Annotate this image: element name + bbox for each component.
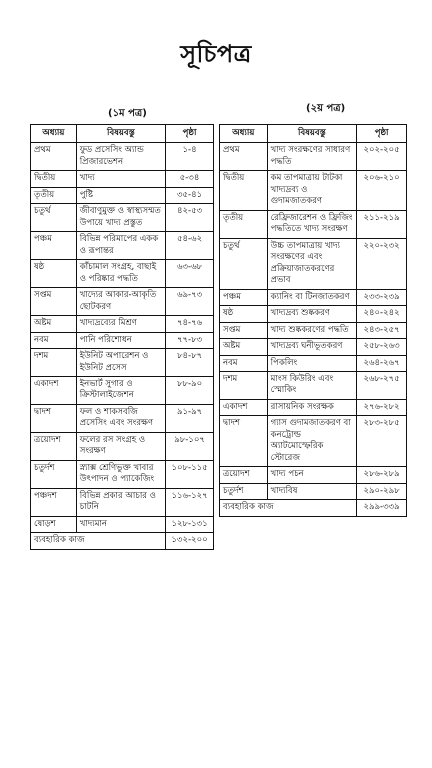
pages-cell: ৮৪-৮৭ <box>166 349 214 377</box>
pages-cell: ২৫৮-২৬৩ <box>357 339 407 355</box>
table-header-row <box>220 125 407 143</box>
chapter-cell: দ্বিতীয় <box>220 171 268 210</box>
header-chapter: অধ্যায় <box>31 125 77 143</box>
practical-label: ব্যবহারিক কাজ <box>220 500 357 516</box>
practical-row <box>220 500 407 516</box>
table-row <box>220 306 407 322</box>
table-row <box>220 339 407 355</box>
table-row <box>31 204 214 232</box>
table-row <box>31 332 214 348</box>
practical-pages: ২৯৯-৩৩৯ <box>357 500 407 516</box>
chapter-cell: প্রথম <box>220 143 268 171</box>
chapter-cell: নবম <box>220 355 268 371</box>
topic-cell: ফলের রস সংগ্রহ ও সংরক্ষণ <box>76 432 165 460</box>
topic-cell: কম তাপমাত্রায় টাটকা খাদ্যদ্রব্য ও গুদামজাতকরণ <box>267 171 357 210</box>
chapter-cell: নবম <box>31 332 77 348</box>
chapter-cell: একাদশ <box>220 399 268 415</box>
practical-row <box>31 533 214 549</box>
table-row <box>31 260 214 288</box>
chapter-cell: সপ্তম <box>31 288 77 316</box>
toc-table-part2 <box>219 124 407 517</box>
table-header-row <box>31 125 214 143</box>
table-row <box>31 488 214 516</box>
pages-cell: ১১৬-১২৭ <box>166 488 214 516</box>
chapter-cell: দ্বিতীয় <box>31 171 77 187</box>
topic-cell: পুষ্টি <box>76 187 165 203</box>
topic-cell: ফল ও শাকসবজি প্রসেসিং এবং সংরক্ষণ <box>76 404 165 432</box>
pages-cell: ২৩৩-২৩৯ <box>357 289 407 305</box>
table-row <box>31 187 214 203</box>
pages-cell: ২৮৬-২৮৯ <box>357 467 407 483</box>
pages-cell: ৩৫-৪১ <box>166 187 214 203</box>
chapter-cell: চতুর্দশ <box>220 483 268 499</box>
header-topic: বিষয়বস্তু <box>76 125 165 143</box>
pages-cell: ৫-৩৪ <box>166 171 214 187</box>
table-row <box>220 143 407 171</box>
chapter-cell: প্রথম <box>31 143 77 171</box>
part1-label: (১ম পত্র) <box>108 108 147 119</box>
table-row <box>220 416 407 467</box>
topic-cell: বিভিন্ন প্রকার আচার ও চাটনি <box>76 488 165 516</box>
chapter-cell: একাদশ <box>31 376 77 404</box>
chapter-cell: ষোড়শ <box>31 516 77 532</box>
topic-cell: জীবাণুমুক্ত ও স্বাস্থ্যসম্মত উপায়ে খাদ্য প্রস্তুত <box>76 204 165 232</box>
header-chapter: অধ্যায় <box>220 125 268 143</box>
pages-cell: ৭৭-৮৩ <box>166 332 214 348</box>
topic-cell: খাদ্য সংরক্ষণের সাধারণ পদ্ধতি <box>267 143 357 171</box>
topic-cell: স্ন্যাক্স শ্রেণিভুক্ত খাবার উৎপাদন ও প্যাকেজিং <box>76 460 165 488</box>
table-row <box>220 355 407 371</box>
pages-cell: ১০৮-১১৫ <box>166 460 214 488</box>
chapter-cell: তৃতীয় <box>220 210 268 238</box>
topic-cell: মাংস কিউরিং এবং স্মোকিং <box>267 371 357 399</box>
part2-label: (২য় পত্র) <box>306 103 346 114</box>
practical-pages: ১৩২-২০০ <box>166 533 214 549</box>
table-row <box>220 483 407 499</box>
table-row <box>220 322 407 338</box>
pages-cell: ৯১-৯৭ <box>166 404 214 432</box>
table-row <box>31 460 214 488</box>
pages-cell: ৬৯-৭৩ <box>166 288 214 316</box>
table-row <box>31 376 214 404</box>
table-row <box>31 316 214 332</box>
topic-cell: উচ্চ তাপমাত্রায় খাদ্য সংরক্ষণের এবং প্রক্রিয়াজাতকরণের প্রভাব <box>267 238 357 289</box>
chapter-cell: দ্বাদশ <box>31 404 77 432</box>
chapter-cell: পঞ্চম <box>220 289 268 305</box>
pages-cell: ২৪৩-২৫৭ <box>357 322 407 338</box>
topic-cell: খাদ্য পচন <box>267 467 357 483</box>
pages-cell: ২০২-২০৫ <box>357 143 407 171</box>
topic-cell: খাদ্য <box>76 171 165 187</box>
pages-cell: ২৮৩-২৮৫ <box>357 416 407 467</box>
table-row <box>31 432 214 460</box>
topic-cell: কাঁচামাল সংগ্রহ, বাছাই ও পরিষ্কার পদ্ধতি <box>76 260 165 288</box>
chapter-cell: পঞ্চম <box>31 232 77 260</box>
pages-cell: ২১১-২১৯ <box>357 210 407 238</box>
chapter-cell: চতুর্দশ <box>31 460 77 488</box>
table-row <box>220 371 407 399</box>
pages-cell: ৯৮-১০৭ <box>166 432 214 460</box>
chapter-cell: ত্রয়োদশ <box>220 467 268 483</box>
table-row <box>220 210 407 238</box>
page-title: সূচিপত্র <box>180 40 252 68</box>
table-row <box>31 516 214 532</box>
topic-cell: ফুড প্রসেসিং অ্যান্ড প্রিজারভেশন <box>76 143 165 171</box>
pages-cell: ৪২-৫৩ <box>166 204 214 232</box>
pages-cell: ২৭৬-২৮২ <box>357 399 407 415</box>
topic-cell: বিভিন্ন পরিমাপের একক ও রূপান্তর <box>76 232 165 260</box>
table-row <box>220 171 407 210</box>
topic-cell: খাদ্যের আকার-আকৃতি ছোটকরণ <box>76 288 165 316</box>
topic-cell: ক্যানিং বা টিনজাতকরণ <box>267 289 357 305</box>
chapter-cell: দশম <box>31 349 77 377</box>
pages-cell: ২৪০-২৪২ <box>357 306 407 322</box>
chapter-cell: চতুর্থ <box>31 204 77 232</box>
chapter-cell: সপ্তম <box>220 322 268 338</box>
chapter-cell: ত্রয়োদশ <box>31 432 77 460</box>
chapter-cell: চতুর্থ <box>220 238 268 289</box>
pages-cell: ৫৪-৬২ <box>166 232 214 260</box>
header-pages: পৃষ্ঠা <box>357 125 407 143</box>
table-row <box>220 238 407 289</box>
topic-cell: পানি পরিশোধন <box>76 332 165 348</box>
header-topic: বিষয়বস্তু <box>267 125 357 143</box>
topic-cell: খাদ্য শুষ্ককরণের পদ্ধতি <box>267 322 357 338</box>
topic-cell: খাদ্যদ্রব্য ঘনীভূতকরণ <box>267 339 357 355</box>
topic-cell: গ্যাস গুদামজাতকরণ বা কনট্রোল্ড অ্যাটমোস্ফেরিক স্টোরেজ <box>267 416 357 467</box>
table-row <box>31 232 214 260</box>
pages-cell: ২৬৪-২৬৭ <box>357 355 407 371</box>
pages-cell: ৭৪-৭৬ <box>166 316 214 332</box>
pages-cell: ৬৩-৬৮ <box>166 260 214 288</box>
chapter-cell: অষ্টম <box>220 339 268 355</box>
chapter-cell: দ্বাদশ <box>220 416 268 467</box>
topic-cell: খাদ্যদ্রব্য শুষ্ককরণ <box>267 306 357 322</box>
pages-cell: ২২০-২৩২ <box>357 238 407 289</box>
table-row <box>31 288 214 316</box>
topic-cell: ইউনিট অপারেশন ও ইউনিট প্রসেস <box>76 349 165 377</box>
topic-cell: ইনভার্ট সুগার ও ক্রিস্টালাইজেশন <box>76 376 165 404</box>
topic-cell: খাদ্যমান <box>76 516 165 532</box>
pages-cell: ২৯০-২৯৮ <box>357 483 407 499</box>
topic-cell: খাদ্যবিষ <box>267 483 357 499</box>
table-row <box>31 349 214 377</box>
chapter-cell: ষষ্ঠ <box>31 260 77 288</box>
topic-cell: পিকলিং <box>267 355 357 371</box>
chapter-cell: ষষ্ঠ <box>220 306 268 322</box>
toc-table-part1 <box>30 124 214 550</box>
table-row <box>220 399 407 415</box>
table-row <box>220 467 407 483</box>
topic-cell: রাসায়নিক সংরক্ষক <box>267 399 357 415</box>
table-row <box>31 143 214 171</box>
chapter-cell: পঞ্চদশ <box>31 488 77 516</box>
topic-cell: খাদ্যদ্রব্যের মিশ্রণ <box>76 316 165 332</box>
practical-label: ব্যবহারিক কাজ <box>31 533 166 549</box>
chapter-cell: অষ্টম <box>31 316 77 332</box>
topic-cell: রেফ্রিজারেশন ও ফ্রিজিং পদ্ধতিতে খাদ্য সংরক্ষণ <box>267 210 357 238</box>
table-row <box>220 289 407 305</box>
pages-cell: ৮৮-৯০ <box>166 376 214 404</box>
pages-cell: ২০৬-২১০ <box>357 171 407 210</box>
table-row <box>31 404 214 432</box>
header-pages: পৃষ্ঠা <box>166 125 214 143</box>
pages-cell: ১২৮-১৩১ <box>166 516 214 532</box>
chapter-cell: তৃতীয় <box>31 187 77 203</box>
chapter-cell: দশম <box>220 371 268 399</box>
pages-cell: ২৬৮-২৭৫ <box>357 371 407 399</box>
table-row <box>31 171 214 187</box>
pages-cell: ১-৪ <box>166 143 214 171</box>
